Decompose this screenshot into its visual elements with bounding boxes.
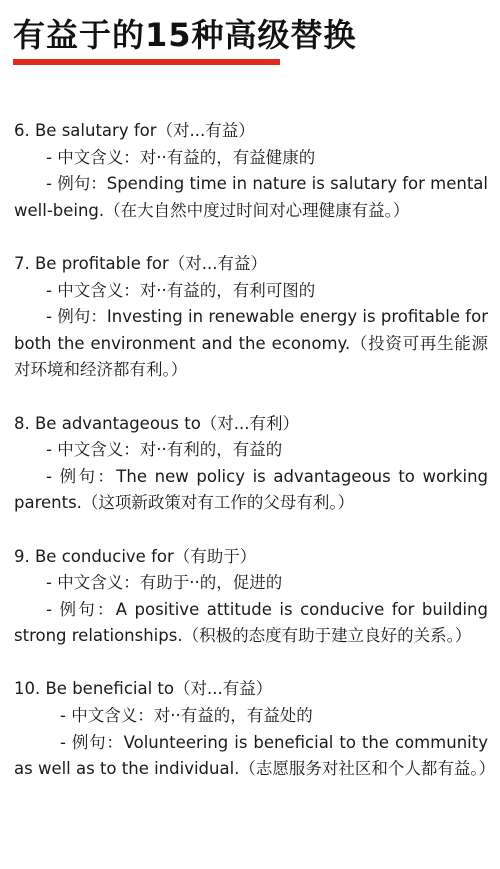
entry-meaning: - 中文含义：对··有益的，有利可图的 <box>46 280 316 300</box>
entry-conducive <box>14 544 488 650</box>
entry-meaning: - 中文含义：对··有益的，有益健康的 <box>46 147 316 167</box>
entry-heading: 7. Be profitable for（对...有益） <box>14 253 268 273</box>
entry-heading: 6. Be salutary for（对...有益） <box>14 121 255 140</box>
entry-meaning: - 中文含义：对··有益的，有益处的 <box>60 706 313 726</box>
entry-example: - 例句：The new policy is advantageous to working parents.（这项新政策对有工作的父母有利。） <box>14 466 488 513</box>
entry-example: - 例句：A positive attitude is conducive for building strong relationships.（积极的态度有助于建立良好的关系。） <box>14 599 488 646</box>
entry-heading: 9. Be conducive for（有助于） <box>14 546 257 566</box>
entry-example: - 例句：Investing in renewable energy is profitable for both the environment and the economy.（投资可再生能源对环境和经济都有利。） <box>14 307 488 380</box>
entry-advantageous <box>14 411 488 517</box>
entry-meaning: - 中文含义：对··有利的，有益的 <box>46 440 283 460</box>
entry-meaning: - 中文含义：有助于··的，促进的 <box>46 573 283 593</box>
entry-list <box>14 118 496 809</box>
title-underline <box>13 59 280 65</box>
entry-beneficial <box>14 676 496 782</box>
page-title: 有益于的15种高级替换 <box>13 16 357 54</box>
entry-example: - 例句：Spending time in nature is salutary for mental well-being.（在大自然中度过时间对心理健康有益。） <box>14 174 488 220</box>
entry-profitable <box>14 251 488 384</box>
entry-heading: 8. Be advantageous to（对...有利） <box>14 413 300 433</box>
entry-example: - 例句：Volunteering is beneficial to the community as well as to the individual.（志愿服务对社区和个人都有益。） <box>14 732 496 779</box>
entry-heading: 10. Be beneficial to（对...有益） <box>14 679 273 699</box>
entry-salutary <box>14 118 488 224</box>
